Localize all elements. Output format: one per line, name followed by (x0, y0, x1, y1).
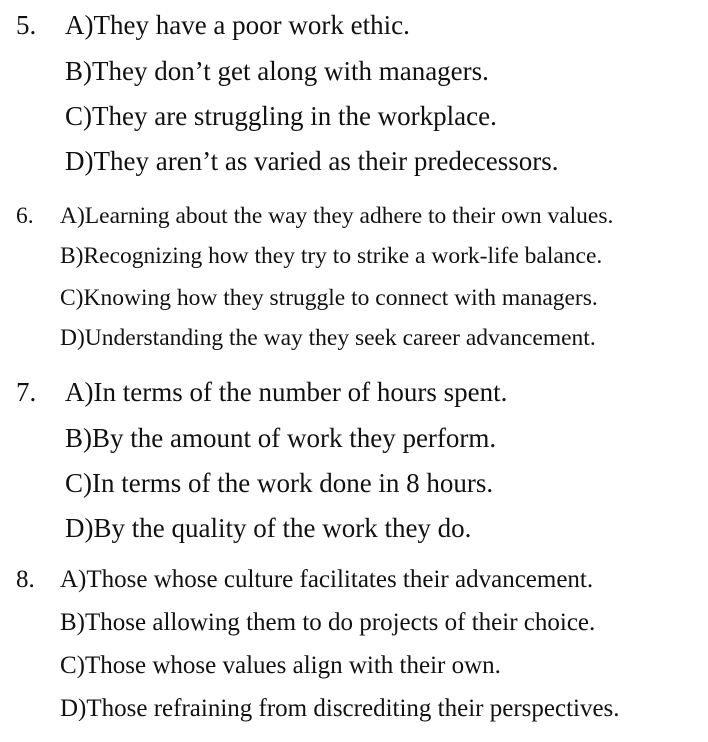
option-d: D)By the quality of the work they do. (65, 513, 472, 543)
question-number: 8. (16, 566, 35, 593)
option-a: A)Those whose culture facilitates their advancement. (60, 566, 594, 593)
option-c: C)Those whose values align with their own. (60, 652, 501, 679)
option-a: A)They have a poor work ethic. (65, 10, 410, 40)
option-d: D)They aren’t as varied as their predecessors. (65, 146, 559, 176)
option-a: A)Learning about the way they adhere to their own values. (60, 203, 614, 229)
option-b: B)Recognizing how they try to strike a work-life balance. (60, 243, 603, 269)
option-c: C)They are struggling in the workplace. (65, 101, 497, 131)
option-c: C)In terms of the work done in 8 hours. (65, 468, 494, 498)
question-number: 7. (16, 377, 37, 407)
option-b: B)Those allowing them to do projects of their choice. (60, 609, 596, 636)
option-c: C)Knowing how they struggle to connect with managers. (60, 285, 598, 311)
option-a: A)In terms of the number of hours spent. (65, 377, 508, 407)
question-number: 6. (16, 203, 34, 229)
option-b: B)By the amount of work they perform. (65, 423, 497, 453)
option-d: D)Understanding the way they seek career advancement. (60, 325, 596, 351)
option-b: B)They don’t get along with managers. (65, 56, 489, 86)
question-number: 5. (16, 10, 37, 40)
option-d: D)Those refraining from discrediting their perspectives. (60, 695, 620, 722)
